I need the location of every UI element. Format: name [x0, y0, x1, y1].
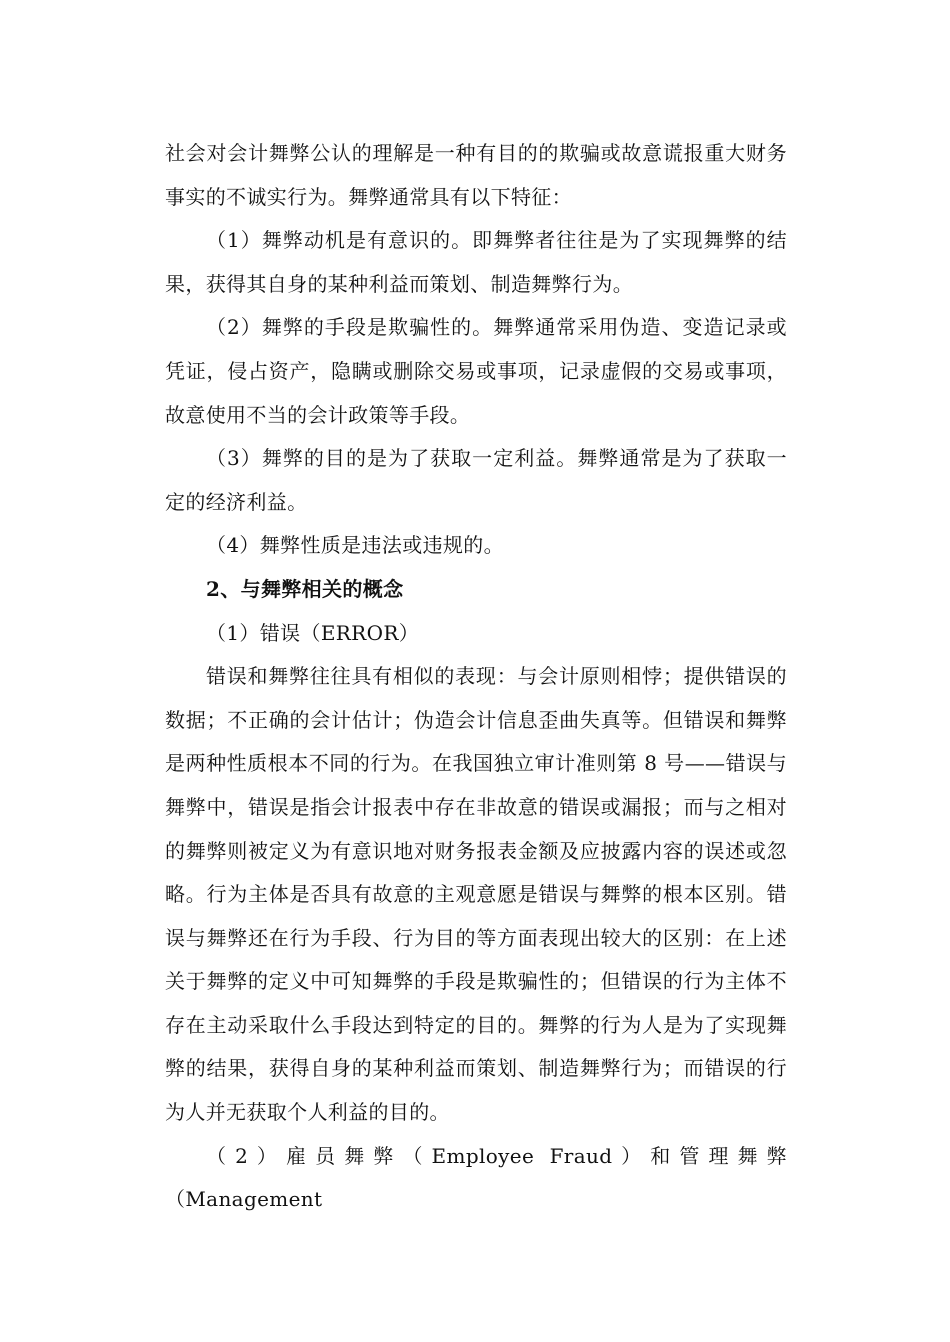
error-paragraph: 错误和舞弊往往具有相似的表现：与会计原则相悖；提供错误的数据；不正确的会计估计；伪造会计信息歪曲失真等。但错误和舞弊是两种性质根本不同的行为。在我国独立审计准则第 8 号——错误与舞弊中，错误是指会计报表中存在非故意的错误或漏报；而与之相对的舞弊则被定义为有意识地对财务报表金额及应披露内容的误述或忽略。行为主体是否具有故意的主观意愿是错误与舞弊的根本区别。错误与舞弊还在行为手段、行为目的等方面表现出较大的区别：在上述关于舞弊的定义中可知舞弊的手段是欺骗性的；但错误的行为主体不存在主动采取什么手段达到特定的目的。舞弊的行为人是为了实现舞弊的结果，获得自身的某种利益而策划、制造舞弊行为；而错误的行为人并无获取个人利益的目的。: [165, 664, 787, 1125]
document-body: [165, 132, 787, 1222]
section-heading: 2、与舞弊相关的概念: [206, 576, 404, 601]
feature-4-paragraph: （4）舞弊性质是违法或违规的。: [206, 533, 504, 558]
intro-paragraph: 社会对会计舞弊公认的理解是一种有目的的欺骗或故意谎报重大财务事实的不诚实行为。舞弊通常具有以下特征：: [165, 141, 787, 209]
feature-3-paragraph: （3）舞弊的目的是为了获取一定利益。舞弊通常是为了获取一定的经济利益。: [165, 446, 787, 514]
feature-2-paragraph: （2）舞弊的手段是欺骗性的。舞弊通常采用伪造、变造记录或凭证，侵占资产，隐瞒或删除交易或事项，记录虚假的交易或事项，故意使用不当的会计政策等手段。: [165, 315, 787, 427]
fraud-types-subheading: （2）雇员舞弊（Employee Fraud）和管理舞弊（Management: [165, 1143, 787, 1212]
error-subheading: （1）错误（ERROR）: [206, 620, 420, 645]
feature-1-paragraph: （1）舞弊动机是有意识的。即舞弊者往往是为了实现舞弊的结果，获得其自身的某种利益而策划、制造舞弊行为。: [165, 228, 787, 296]
